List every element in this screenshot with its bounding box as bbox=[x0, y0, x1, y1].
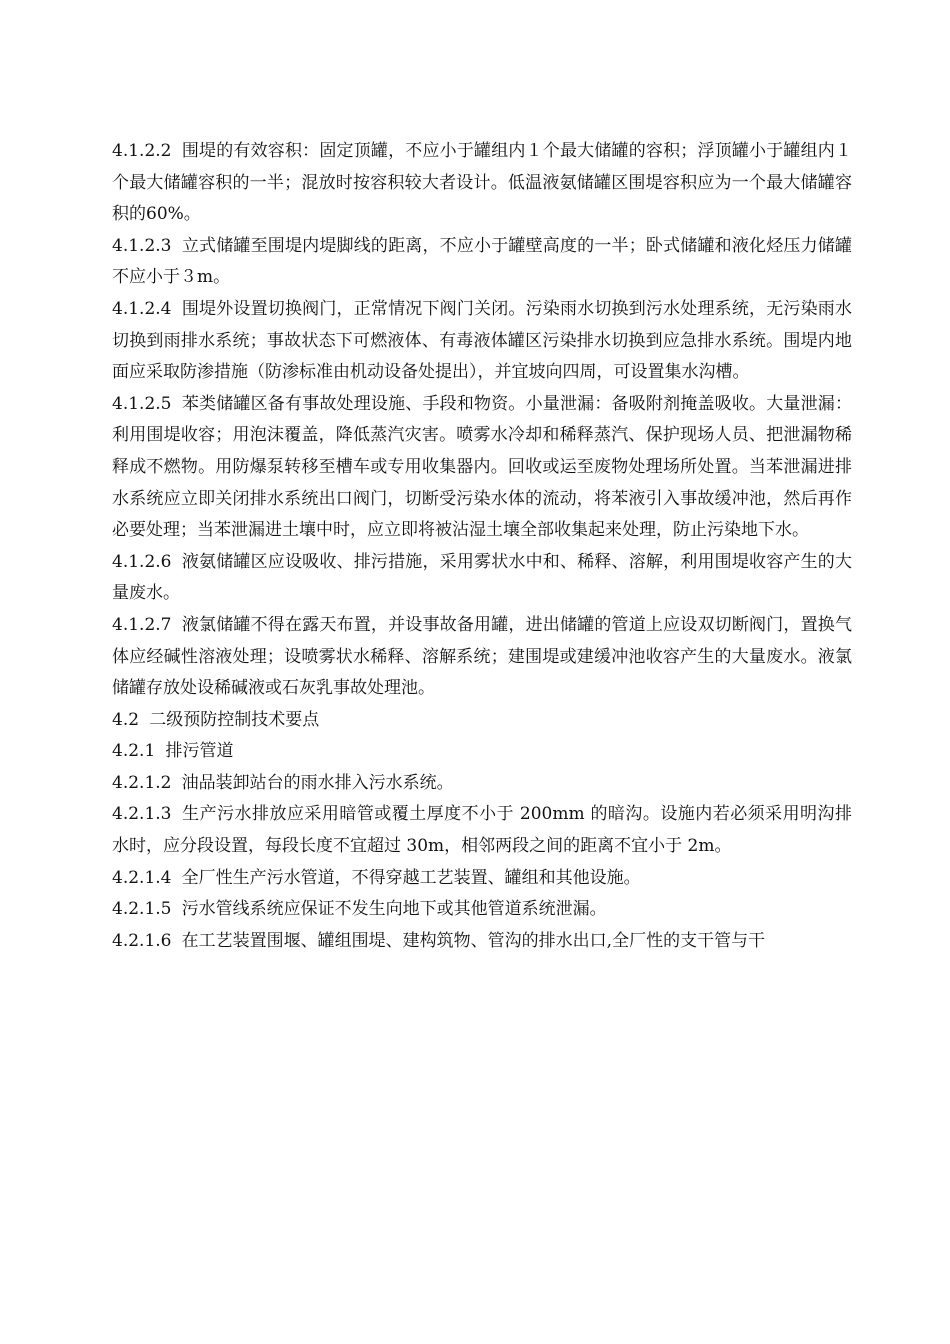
section-number: 4.1.2.5 bbox=[112, 393, 172, 414]
paragraph-4-1-2-2 bbox=[112, 136, 852, 231]
paragraph-text: 立式储罐至围堤内堤脚线的距离，不应小于罐壁高度的一半；卧式储罐和液化烃压力储罐不应小于３m。 bbox=[112, 235, 852, 288]
heading-text: 排污管道 bbox=[165, 741, 234, 762]
paragraph-text: 液氯储罐不得在露天布置，并设事故备用罐，进出储罐的管道上应设双切断阀门，置换气体应经碱性溶液处理；设喷雾状水稀释、溶解系统；建围堤或建缓冲池收容产生的大量废水。液氯储罐存放处设稀碱液或石灰乳事故处理池。 bbox=[112, 614, 852, 699]
section-number: 4.1.2.4 bbox=[112, 298, 172, 319]
section-number: 4.1.2.6 bbox=[112, 551, 172, 572]
paragraph-4-1-2-3 bbox=[112, 231, 852, 294]
section-number: 4.2.1.2 bbox=[112, 772, 172, 793]
heading-text: 二级预防控制技术要点 bbox=[149, 709, 320, 730]
section-number: 4.2.1.5 bbox=[112, 899, 172, 920]
paragraph-4-1-2-6 bbox=[112, 547, 852, 610]
paragraph-text: 污水管线系统应保证不发生向地下或其他管道系统泄漏。 bbox=[181, 899, 607, 920]
paragraph-text: 液氨储罐区应设吸收、排污措施，采用雾状水中和、稀释、溶解，利用围堤收容产生的大量废水。 bbox=[112, 551, 852, 604]
heading-4-2-1 bbox=[112, 736, 852, 768]
section-number: 4.2.1.3 bbox=[112, 804, 172, 825]
paragraph-text: 围堤外设置切换阀门，正常情况下阀门关闭。污染雨水切换到污水处理系统，无污染雨水切换到雨排水系统；事故状态下可燃液体、有毒液体罐区污染排水切换到应急排水系统。围堤内地面应采取防渗措施（防渗标准由机动设备处提出），并宜坡向四周，可设置集水沟槽。 bbox=[112, 298, 852, 383]
section-number: 4.2.1.4 bbox=[112, 867, 172, 888]
section-number: 4.2.1 bbox=[112, 741, 156, 762]
paragraph-text: 围堤的有效容积：固定顶罐，不应小于罐组内１个最大储罐的容积；浮顶罐小于罐组内１个最大储罐容积的一半；混放时按容积较大者设计。低温液氨储罐区围堤容积应为一个最大储罐容积的60%。 bbox=[112, 141, 852, 225]
paragraph-4-2-1-2 bbox=[112, 768, 852, 800]
section-number: 4.2 bbox=[112, 709, 140, 730]
paragraph-text: 油品装卸站台的雨水排入污水系统。 bbox=[181, 772, 454, 793]
document-page bbox=[112, 136, 852, 957]
paragraph-text: 全厂性生产污水管道，不得穿越工艺装置、罐组和其他设施。 bbox=[181, 867, 641, 888]
paragraph-4-2-1-6 bbox=[112, 926, 852, 958]
paragraph-4-1-2-5 bbox=[112, 389, 852, 547]
paragraph-text: 生产污水排放应采用暗管或覆土厚度不小于 200mm 的暗沟。设施内若必须采用明沟排水时，应分段设置，每段长度不宜超过 30m，相邻两段之间的距离不宜小于 2m。 bbox=[112, 804, 852, 857]
paragraph-4-2-1-5 bbox=[112, 894, 852, 926]
heading-4-2 bbox=[112, 705, 852, 737]
paragraph-4-1-2-4 bbox=[112, 294, 852, 389]
paragraph-4-1-2-7 bbox=[112, 610, 852, 705]
paragraph-text: 苯类储罐区备有事故处理设施、手段和物资。小量泄漏：备吸附剂掩盖吸收。大量泄漏：利用围堤收容；用泡沫覆盖，降低蒸汽灾害。喷雾水冷却和稀释蒸汽、保护现场人员、把泄漏物稀释成不燃物。用防爆泵转移至槽车或专用收集器内。回收或运至废物处理场所处置。当苯泄漏进排水系统应立即关闭排水系统出口阀门，切断受污染水体的流动，将苯液引入事故缓冲池，然后再作必要处理；当苯泄漏进土壤中时，应立即将被沾湿土壤全部收集起来处理，防止污染地下水。 bbox=[112, 393, 852, 541]
paragraph-text: 在工艺装置围堰、罐组围堤、建构筑物、管沟的排水出口,全厂性的支干管与干 bbox=[181, 930, 766, 951]
paragraph-4-2-1-3 bbox=[112, 799, 852, 862]
paragraph-4-2-1-4 bbox=[112, 863, 852, 895]
section-number: 4.2.1.6 bbox=[112, 930, 172, 951]
section-number: 4.1.2.2 bbox=[112, 141, 172, 161]
section-number: 4.1.2.3 bbox=[112, 235, 172, 256]
section-number: 4.1.2.7 bbox=[112, 614, 172, 635]
